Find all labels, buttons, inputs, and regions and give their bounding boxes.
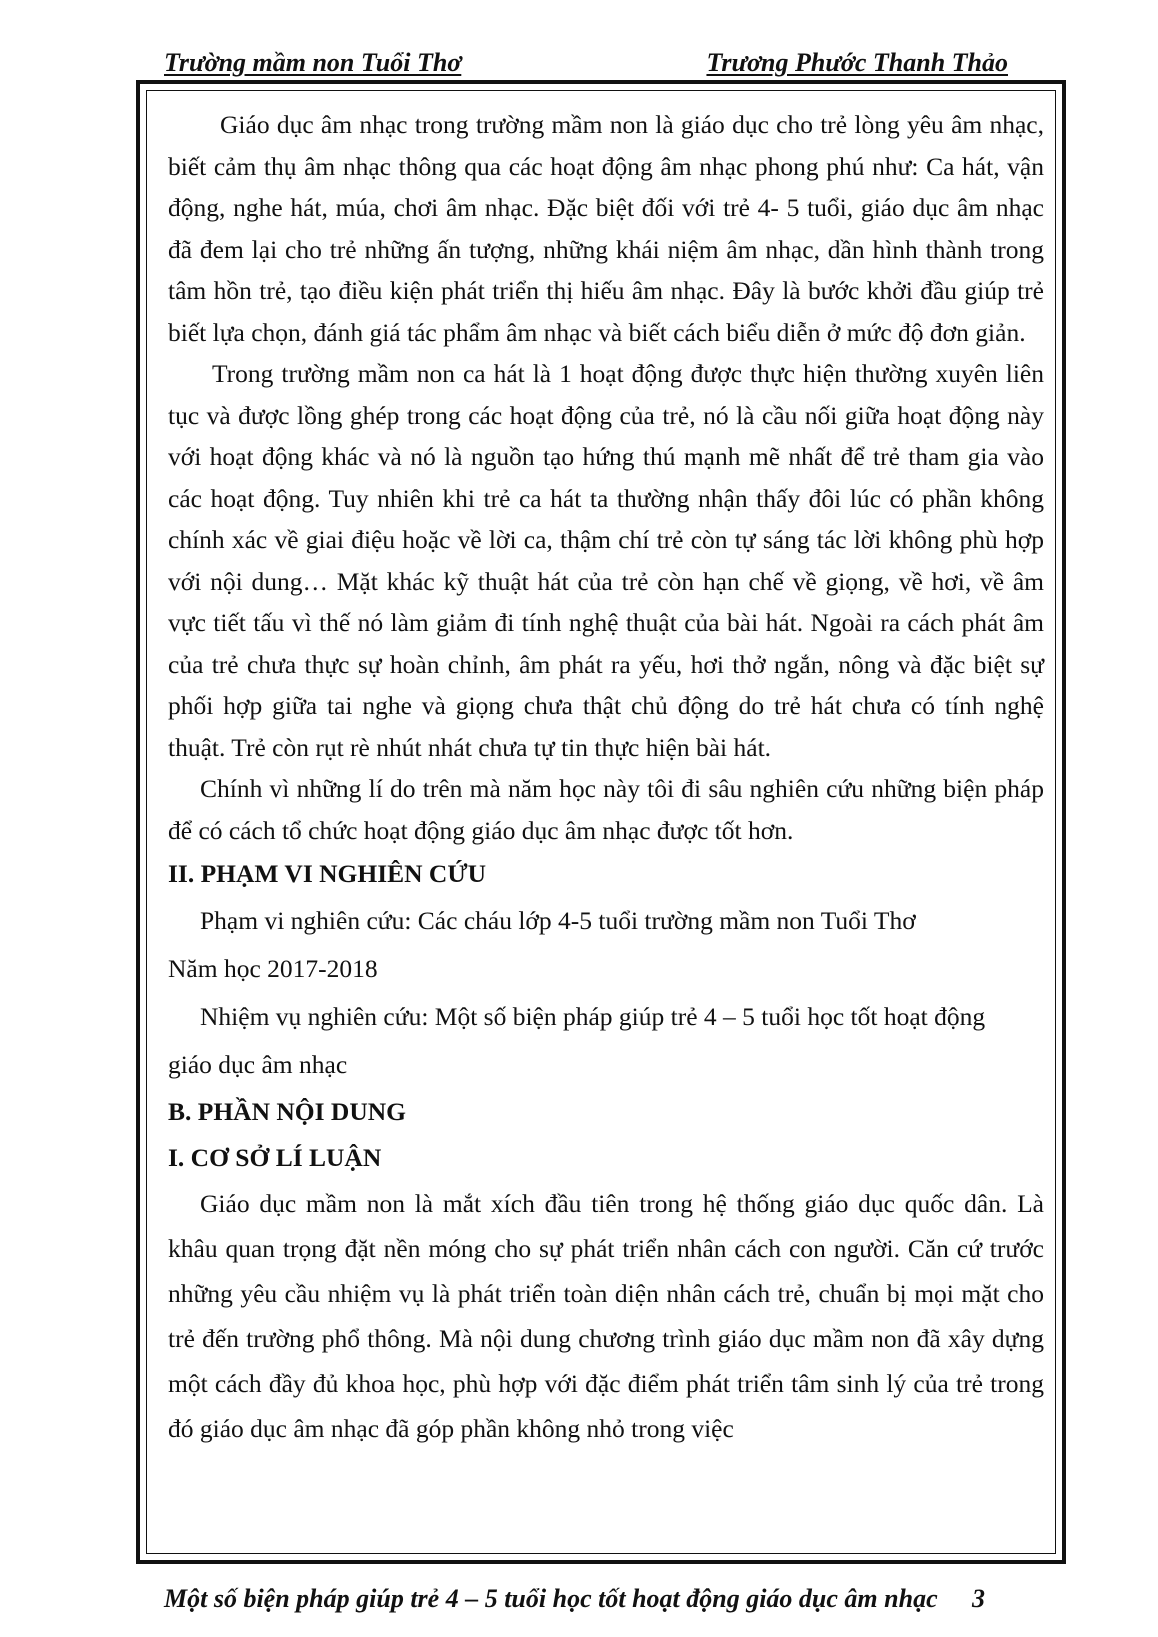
heading-content-section: B. PHẦN NỘI DUNG <box>168 1097 407 1126</box>
paragraph-music-education: Giáo dục âm nhạc trong trường mầm non là giáo dục cho trẻ lòng yêu âm nhạc, biết cảm thụ âm nhạc thông qua các hoạt động âm nhạc phong phú như: Ca hát, vận động, nghe hát, múa, chơi âm nhạc. Đặc biệt đối với trẻ 4- 5 tuổi, giáo dục âm nhạc đã đem lại cho trẻ những ấn tượng, những khái niệm âm nhạc, dần hình thành trong tâm hồn trẻ, tạo điều kiện phát triển thị hiếu âm nhạc. Đây là bước khởi đầu giúp trẻ biết lựa chọn, đánh giá tác phẩm âm nhạc và biết cách biểu diễn ở mức độ đơn giản. <box>168 110 1044 347</box>
scope-line: Phạm vi nghiên cứu: Các cháu lớp 4-5 tuổi trường mầm non Tuổi Thơ <box>200 906 916 935</box>
heading-research-scope: II. PHẠM VI NGHIÊN CỨU <box>168 859 487 888</box>
heading-theoretical-basis: I. CƠ SỞ LÍ LUẬN <box>168 1143 382 1172</box>
school-year-line: Năm học 2017-2018 <box>168 954 378 983</box>
task-line-continued: giáo dục âm nhạc <box>168 1050 348 1079</box>
header-author-name: Trương Phước Thanh Thảo <box>706 48 1008 77</box>
paragraph-singing-activity: Trong trường mầm non ca hát là 1 hoạt động được thực hiện thường xuyên liên tục và được lồng ghép trong các hoạt động của trẻ, nó là cầu nối giữa hoạt động này với hoạt động khác và nó là nguồn tạo hứng thú mạnh mẽ nhất để trẻ tham gia vào các hoạt động. Tuy nhiên khi trẻ ca hát ta thường nhận thấy đôi lúc có phần không chính xác về giai điệu hoặc về lời ca, thậm chí trẻ còn tự sáng tác lời không phù hợp với nội dung… Mặt khác kỹ thuật hát của trẻ còn hạn chế về giọng, về hơi, về âm vực tiết tấu vì thế nó làm giảm đi tính nghệ thuật của bài hát. Ngoài ra cách phát âm của trẻ chưa thực sự hoàn chỉnh, âm phát ra yếu, hơi thở ngắn, nông và đặc biệt sự phối hợp giữa tai nghe và giọng chưa thật chủ động do trẻ hát chưa có tính nghệ thuật. Trẻ còn rụt rè nhút nhát chưa tự tin thực hiện bài hát. <box>168 359 1044 762</box>
page-number: 3 <box>972 1584 985 1613</box>
footer-document-title: Một số biện pháp giúp trẻ 4 – 5 tuổi học tốt hoạt động giáo dục âm nhạc <box>164 1584 938 1613</box>
header-school-name: Trường mầm non Tuổi Thơ <box>164 48 462 77</box>
document-body <box>168 104 1044 1451</box>
task-line: Nhiệm vụ nghiên cứu: Một số biện pháp giúp trẻ 4 – 5 tuổi học tốt hoạt động <box>200 1002 986 1031</box>
paragraph-preschool-education: Giáo dục mầm non là mắt xích đầu tiên trong hệ thống giáo dục quốc dân. Là khâu quan trọng đặt nền móng cho sự phát triển nhân cách con người. Căn cứ trước những yêu cầu nhiệm vụ là phát triển toàn diện nhân cách trẻ, chuẩn bị mọi mặt cho trẻ đến trường phổ thông. Mà nội dung chương trình giáo dục mầm non đã xây dựng một cách đầy đủ khoa học, phù hợp với đặc điểm phát triển tâm sinh lý của trẻ trong đó giáo dục âm nhạc đã góp phần không nhỏ trong việc <box>168 1189 1044 1443</box>
paragraph-research-reason: Chính vì những lí do trên mà năm học này tôi đi sâu nghiên cứu những biện pháp để có cách tổ chức hoạt động giáo dục âm nhạc được tốt hơn. <box>168 774 1044 845</box>
